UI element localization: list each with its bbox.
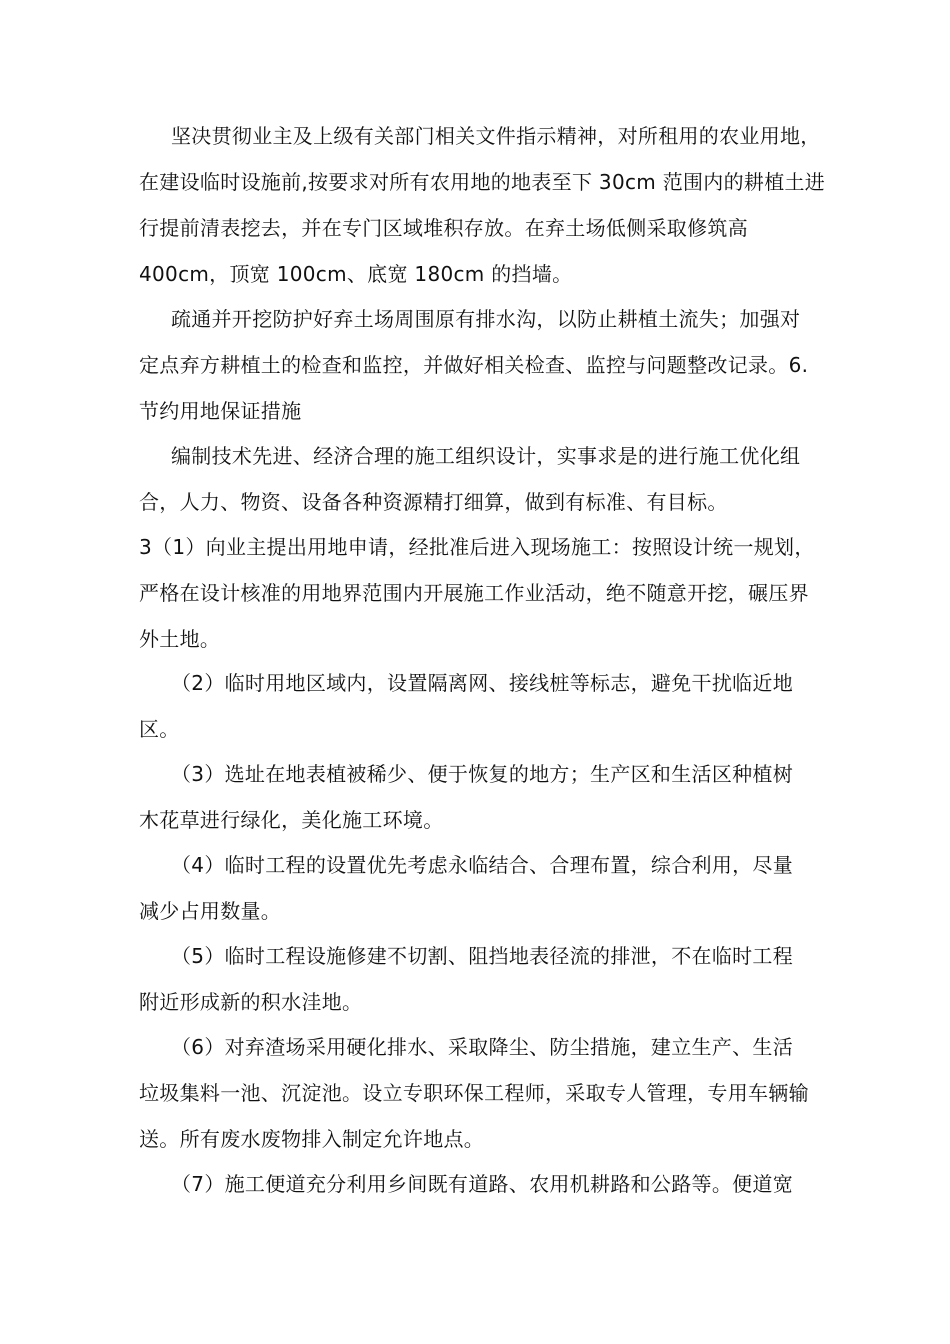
text-line: 附近形成新的积水洼地。 <box>139 990 363 1014</box>
text-line: （6）对弃渣场采用硬化排水、采取降尘、防尘措施，建立生产、生活 <box>171 1035 794 1059</box>
paragraph-item-1 <box>139 524 829 662</box>
paragraph-farmland-topsoil <box>139 113 829 297</box>
paragraph-design <box>139 433 829 525</box>
text-line: （7）施工便道充分利用乡间既有道路、农用机耕路和公路等。便道宽 <box>171 1172 794 1196</box>
text-line: 外土地。 <box>139 627 221 651</box>
text-line: 木花草进行绿化，美化施工环境。 <box>139 808 444 832</box>
paragraph-item-4 <box>139 842 829 934</box>
paragraph-item-2 <box>139 660 829 752</box>
text-line: 3（1）向业主提出用地申请，经批准后进入现场施工：按照设计统一规划， <box>139 535 815 559</box>
text-line: 节约用地保证措施 <box>139 399 302 423</box>
text-line: （2）临时用地区域内，设置隔离网、接线桩等标志，避免干扰临近地 <box>171 671 794 695</box>
paragraph-drainage <box>139 296 829 434</box>
paragraph-item-3 <box>139 751 829 843</box>
text-line: 在建设临时设施前,按要求对所有农用地的地表至下 30cm 范围内的耕植土进 <box>139 170 826 194</box>
text-line: 减少占用数量。 <box>139 899 282 923</box>
text-line: 疏通并开挖防护好弃土场周围原有排水沟，以防止耕植土流失；加强对 <box>171 307 801 331</box>
text-line: 行提前清表挖去，并在专门区域堆积存放。在弃土场低侧采取修筑高 <box>139 216 748 240</box>
paragraph-item-7 <box>139 1161 829 1207</box>
text-line: 严格在设计核准的用地界范围内开展施工作业活动，绝不随意开挖，碾压界 <box>139 581 809 605</box>
text-line: 合，人力、物资、设备各种资源精打细算，做到有标准、有目标。 <box>139 490 728 514</box>
text-line: 区。 <box>139 717 180 741</box>
text-line: 定点弃方耕植土的检查和监控，并做好相关检查、监控与问题整改记录。6. <box>139 353 809 377</box>
text-line: （5）临时工程设施修建不切割、阻挡地表径流的排泄，不在临时工程 <box>171 944 794 968</box>
paragraph-item-6 <box>139 1024 829 1162</box>
text-line: 坚决贯彻业主及上级有关部门相关文件指示精神，对所租用的农业用地， <box>171 124 821 148</box>
paragraph-item-5 <box>139 933 829 1025</box>
text-line: （3）选址在地表植被稀少、便于恢复的地方；生产区和生活区种植树 <box>171 762 794 786</box>
text-line: 400cm，顶宽 100cm、底宽 180cm 的挡墙。 <box>139 262 573 286</box>
text-line: 垃圾集料一池、沉淀池。设立专职环保工程师，采取专人管理，专用车辆输 <box>139 1081 809 1105</box>
text-line: （4）临时工程的设置优先考虑永临结合、合理布置，综合利用，尽量 <box>171 853 794 877</box>
text-line: 编制技术先进、经济合理的施工组织设计，实事求是的进行施工优化组 <box>171 444 801 468</box>
text-line: 送。所有废水废物排入制定允许地点。 <box>139 1127 485 1151</box>
